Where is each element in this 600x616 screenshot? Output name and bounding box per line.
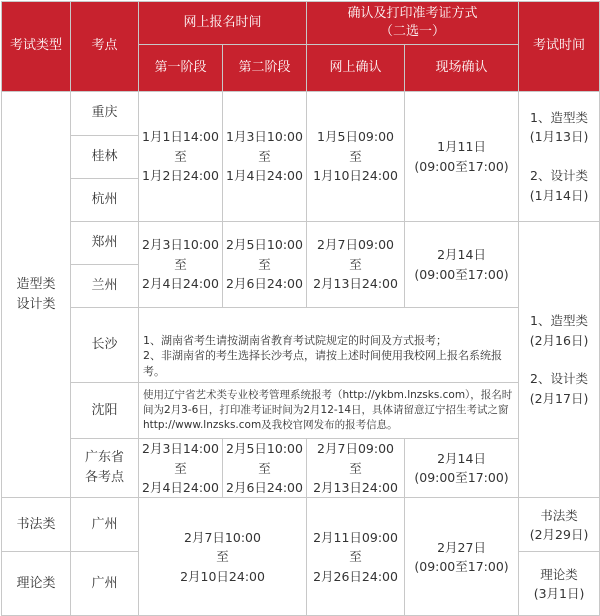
changsha-note: 1、湖南省考生请按湖南省教育考试院规定的时间及方式报考； 2、非湖南省的考生选择长沙考点，请按上述时间使用我校网上报名系统报考。 bbox=[139, 331, 519, 383]
shenyang-note: 使用辽宁省艺术类专业校考管理系统报考（http://ykbm.lnzsks.com），报名时间为2月3-6日，打印准考证时间为2月12-14日，具体请留意辽宁招生考试之窗http://www.lnzsks.com及我校官网发布的报考信息。 bbox=[139, 383, 519, 439]
guangdong-online-confirm: 2月7日09:00 至 2月13日24:00 bbox=[307, 439, 405, 498]
header-registration-time: 网上报名时间 bbox=[139, 2, 307, 45]
block2-stage2: 2月5日10:00 至 2月6日24:00 bbox=[223, 222, 307, 308]
site-changsha: 长沙 bbox=[71, 308, 139, 383]
header-stage-2: 第二阶段 bbox=[223, 45, 307, 92]
theory-exam-time: 理论类 (3月1日) bbox=[519, 552, 600, 616]
header-stage-1: 第一阶段 bbox=[139, 45, 223, 92]
header-site: 考点 bbox=[71, 2, 139, 92]
site-chongqing: 重庆 bbox=[71, 92, 139, 136]
type-theory: 理论类 bbox=[2, 552, 71, 616]
calligraphy-online-confirm: 2月11日09:00 至 2月26日24:00 bbox=[307, 498, 405, 616]
block2-exam-time: 1、造型类 (2月16日) 2、设计类 (2月17日) bbox=[519, 222, 600, 498]
site-hangzhou: 杭州 bbox=[71, 179, 139, 222]
site-guangzhou-calligraphy: 广州 bbox=[71, 498, 139, 552]
header-confirm-method: 确认及打印准考证方式 （二选一） bbox=[307, 2, 519, 45]
calligraphy-onsite-confirm: 2月27日 (09:00至17:00) bbox=[405, 498, 519, 616]
guangdong-onsite-confirm: 2月14日 (09:00至17:00) bbox=[405, 439, 519, 498]
changsha-spacer bbox=[139, 308, 519, 331]
block2-online-confirm: 2月7日09:00 至 2月13日24:00 bbox=[307, 222, 405, 308]
block1-exam-time: 1、造型类 (1月13日) 2、设计类 (1月14日) bbox=[519, 92, 600, 222]
block1-onsite-confirm: 1月11日 (09:00至17:00) bbox=[405, 92, 519, 222]
site-guangzhou-theory: 广州 bbox=[71, 552, 139, 616]
block1-stage2: 1月3日10:00 至 1月4日24:00 bbox=[223, 92, 307, 222]
site-guilin: 桂林 bbox=[71, 136, 139, 179]
site-lanzhou: 兰州 bbox=[71, 265, 139, 308]
block1-online-confirm: 1月5日09:00 至 1月10日24:00 bbox=[307, 92, 405, 222]
calligraphy-exam-time: 书法类 (2月29日) bbox=[519, 498, 600, 552]
header-exam-type: 考试类型 bbox=[2, 2, 71, 92]
type-design: 造型类 设计类 bbox=[2, 92, 71, 498]
guangdong-stage1: 2月3日14:00 至 2月4日24:00 bbox=[139, 439, 223, 498]
calligraphy-registration: 2月7日10:00 至 2月10日24:00 bbox=[139, 498, 307, 616]
header-onsite-confirm: 现场确认 bbox=[405, 45, 519, 92]
block2-onsite-confirm: 2月14日 (09:00至17:00) bbox=[405, 222, 519, 308]
schedule-table bbox=[1, 1, 600, 616]
guangdong-stage2: 2月5日10:00 至 2月6日24:00 bbox=[223, 439, 307, 498]
site-guangdong: 广东省 各考点 bbox=[71, 439, 139, 498]
block2-stage1: 2月3日10:00 至 2月4日24:00 bbox=[139, 222, 223, 308]
block1-stage1: 1月1日14:00 至 1月2日24:00 bbox=[139, 92, 223, 222]
site-zhengzhou: 郑州 bbox=[71, 222, 139, 265]
site-shenyang: 沈阳 bbox=[71, 383, 139, 439]
header-online-confirm: 网上确认 bbox=[307, 45, 405, 92]
type-calligraphy: 书法类 bbox=[2, 498, 71, 552]
header-exam-time: 考试时间 bbox=[519, 2, 600, 92]
